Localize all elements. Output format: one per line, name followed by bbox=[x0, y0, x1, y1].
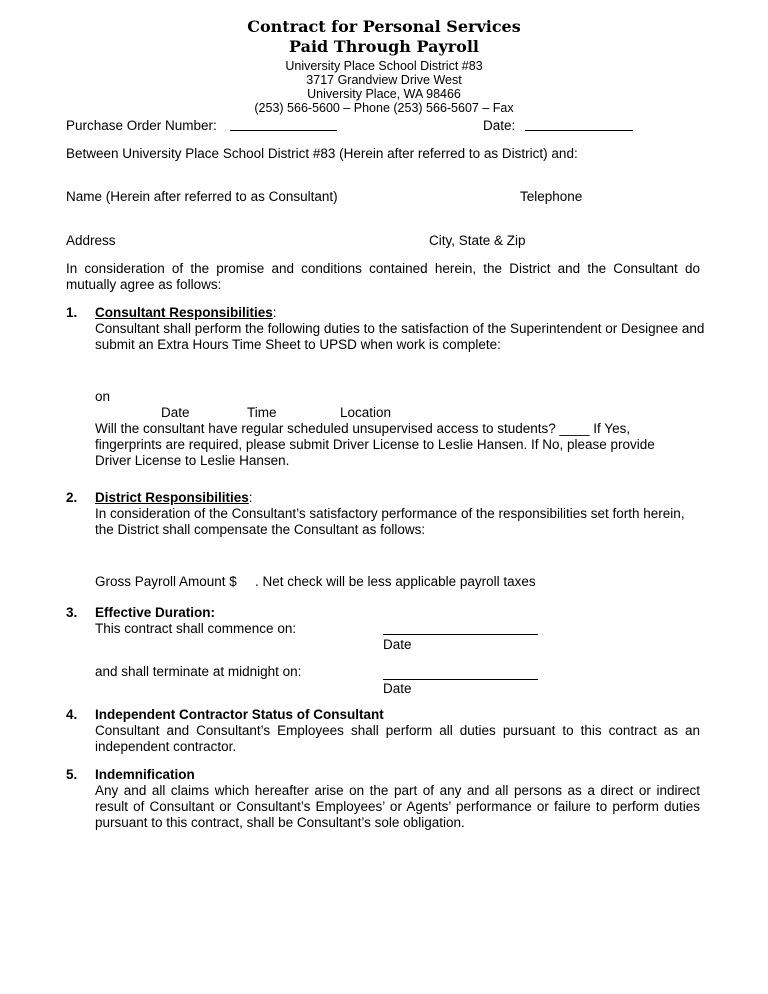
section-5-title: Indemnification bbox=[95, 767, 195, 782]
section-5-body: Any and all claims which hereafter arise on the part of any and all persons as a direct or indirect result of Consultant or Consultant’s Employees’ or Agents’ performance or failure to perform duties pursuant to this contract, shall be Consultant’s sole obligation. bbox=[95, 783, 700, 830]
telephone-label: Telephone bbox=[520, 189, 583, 204]
purchase-order-field[interactable] bbox=[230, 130, 337, 131]
service-date-label: Date bbox=[161, 405, 190, 420]
section-5-number: 5. bbox=[66, 767, 78, 782]
section-1-number: 1. bbox=[66, 305, 78, 320]
terminate-date-field[interactable] bbox=[383, 679, 538, 680]
section-4-body: Consultant and Consultant’s Employees shall perform all duties pursuant to this contract as an independent contractor. bbox=[95, 723, 700, 754]
district-street: 3717 Grandview Drive West bbox=[306, 73, 462, 87]
address-label: Address bbox=[66, 233, 116, 248]
title-line-1: Contract for Personal Services bbox=[247, 17, 521, 36]
consultant-name-label: Name (Herein after referred to as Consultant) bbox=[66, 189, 338, 204]
section-3-number: 3. bbox=[66, 605, 78, 620]
section-4-title: Independent Contractor Status of Consultant bbox=[95, 707, 384, 722]
service-time-label: Time bbox=[247, 405, 277, 420]
date-label: Date: bbox=[483, 118, 516, 133]
section-1-colon: : bbox=[272, 305, 277, 320]
date-field[interactable] bbox=[525, 130, 633, 131]
section-2-number: 2. bbox=[66, 490, 78, 505]
district-phone-fax: (253) 566-5600 – Phone (253) 566-5607 – Fax bbox=[254, 101, 514, 115]
section-2-title: District Responsibilities bbox=[95, 490, 249, 505]
between-text: Between University Place School District #83 (Herein after referred to as District) and: bbox=[66, 146, 578, 161]
terminate-date-label: Date bbox=[383, 681, 412, 696]
district-city: University Place, WA 98466 bbox=[307, 87, 461, 101]
section-3-title: Effective Duration: bbox=[95, 605, 216, 620]
section-1-heading bbox=[95, 305, 277, 321]
intro-paragraph: In consideration of the promise and conditions contained herein, the District and the Consultant do mutually agree as follows: bbox=[66, 261, 700, 292]
supervision-question-line-1: Will the consultant have regular scheduled unsupervised access to students? ____ If Yes, bbox=[95, 421, 631, 436]
supervision-question-line-3: Driver License to Leslie Hansen. bbox=[95, 453, 290, 468]
section-2-colon: : bbox=[248, 490, 253, 505]
supervision-question-line-2: fingerprints are required, please submit Driver License to Leslie Hansen. If No, please provide bbox=[95, 437, 655, 452]
commence-text: This contract shall commence on: bbox=[95, 621, 297, 636]
commence-date-field[interactable] bbox=[383, 634, 538, 635]
title-line-2: Paid Through Payroll bbox=[289, 37, 479, 56]
gross-payroll-label: Gross Payroll Amount $ bbox=[95, 574, 237, 589]
purchase-order-label: Purchase Order Number: bbox=[66, 118, 217, 133]
city-state-zip-label: City, State & Zip bbox=[429, 233, 526, 248]
section-2-heading bbox=[95, 490, 253, 506]
net-check-text: . Net check will be less applicable payroll taxes bbox=[255, 574, 536, 589]
terminate-text: and shall terminate at midnight on: bbox=[95, 664, 302, 679]
commence-date-label: Date bbox=[383, 637, 412, 652]
section-1-title: Consultant Responsibilities bbox=[95, 305, 273, 320]
service-location-label: Location bbox=[340, 405, 392, 420]
section-2-body: In consideration of the Consultant’s satisfactory performance of the responsibilities set forth herein, the District shall compensate the Consultant as follows: bbox=[95, 506, 685, 537]
on-label: on bbox=[95, 389, 111, 404]
section-4-number: 4. bbox=[66, 707, 78, 722]
district-name: University Place School District #83 bbox=[285, 59, 483, 73]
section-1-body: Consultant shall perform the following duties to the satisfaction of the Superintendent or Designee and submit an Extra Hours Time Sheet to UPSD when work is complete: bbox=[95, 321, 705, 352]
